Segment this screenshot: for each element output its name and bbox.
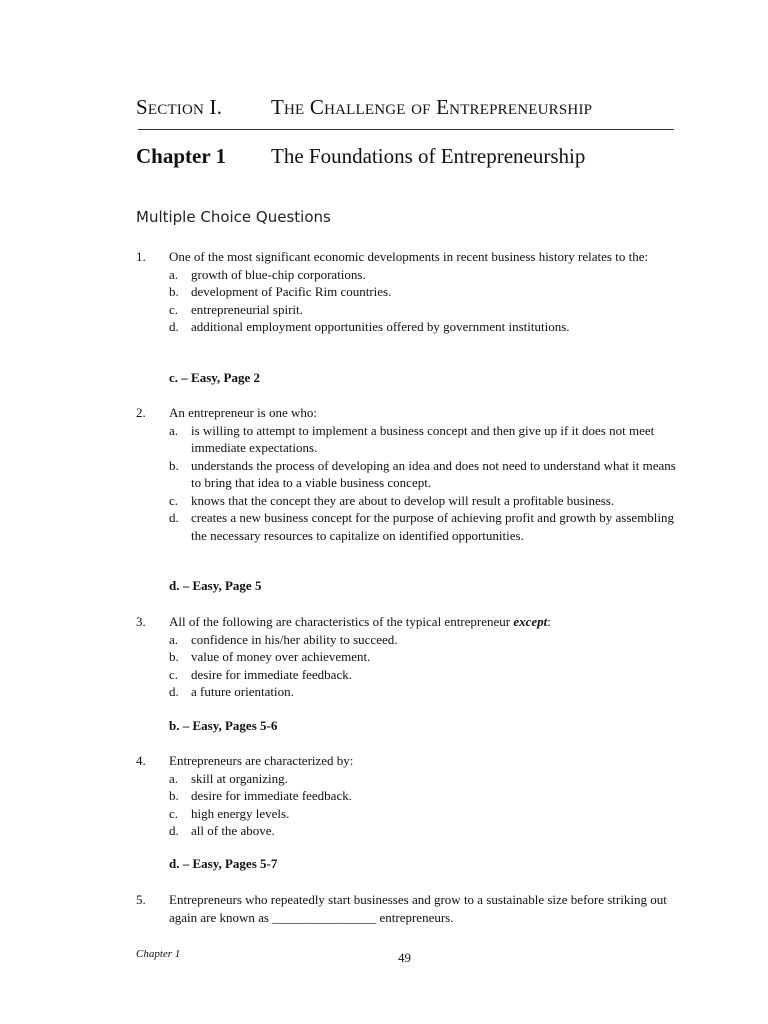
option-item [169, 770, 689, 788]
option-letter: d. [169, 319, 179, 334]
question-stem: Entrepreneurs are characterized by: [169, 753, 354, 768]
option-text: desire for immediate feedback. [191, 788, 352, 803]
option-item [169, 457, 689, 492]
option-item [169, 301, 689, 319]
option-letter: b. [169, 457, 179, 473]
option-letter: d. [169, 684, 179, 699]
option-letter: c. [169, 492, 179, 508]
option-letter: a. [169, 266, 179, 282]
question-number: 5. [136, 892, 146, 907]
question-item [136, 404, 689, 544]
option-text: all of the above. [191, 823, 275, 838]
option-text: high energy levels. [191, 805, 290, 821]
section-title: The Challenge of Entrepreneurship [271, 95, 593, 119]
option-item [169, 648, 689, 666]
question-item [136, 248, 689, 336]
option-letter: b. [169, 284, 179, 299]
option-text: knows that the concept they are about to develop will result a profitable business. [191, 492, 615, 508]
option-letter: d. [169, 510, 179, 525]
question-stem [169, 613, 689, 631]
option-item [169, 666, 689, 684]
option-letter: b. [169, 788, 179, 803]
question-stem-emphasis: except [513, 614, 548, 629]
answer-key: d. – Easy, Pages 5-7 [169, 856, 278, 871]
option-item [169, 805, 689, 823]
answer-key: d. – Easy, Page 5 [169, 578, 262, 593]
answer-key: b. – Easy, Pages 5-6 [169, 718, 278, 733]
answer-key: c. – Easy, Page 2 [169, 370, 260, 385]
chapter-label: Chapter 1 [136, 144, 227, 168]
question-item [136, 891, 689, 926]
question-number: 2. [136, 405, 146, 420]
option-text: creates a new business concept for the purpose of achieving profit and growth by assembling the necessary resources to capitalize on identified opportunities. [191, 510, 675, 543]
option-item [169, 509, 689, 544]
option-text: desire for immediate feedback. [191, 666, 352, 682]
subheading: Multiple Choice Questions [136, 208, 331, 226]
option-letter: a. [169, 631, 179, 647]
option-text: value of money over achievement. [191, 649, 371, 664]
question-number: 4. [136, 753, 146, 768]
question-stem: An entrepreneur is one who: [169, 405, 318, 420]
option-item [169, 422, 689, 457]
question-number: 1. [136, 249, 146, 264]
option-item [169, 318, 689, 336]
option-letter: a. [169, 422, 179, 438]
option-letter: d. [169, 823, 179, 838]
question-stem-end: : [547, 614, 551, 629]
question-stem: One of the most significant economic developments in recent business history relates to the: [169, 249, 649, 264]
section-number: Section I. [136, 95, 223, 119]
option-list [169, 266, 689, 336]
option-text: skill at organizing. [191, 770, 288, 786]
option-text: confidence in his/her ability to succeed. [191, 631, 398, 647]
option-item [169, 631, 689, 649]
option-text: growth of blue-chip corporations. [191, 266, 366, 282]
option-item [169, 822, 689, 840]
chapter-title: The Foundations of Entrepreneurship [271, 144, 586, 168]
option-letter: c. [169, 301, 179, 317]
option-list [169, 422, 689, 545]
option-letter: a. [169, 770, 179, 786]
option-letter: b. [169, 649, 179, 664]
option-text: entrepreneurial spirit. [191, 301, 303, 317]
footer-chapter-label: Chapter 1 [136, 948, 181, 960]
option-item [169, 787, 689, 805]
option-letter: c. [169, 666, 179, 682]
option-text: additional employment opportunities offered by government institutions. [191, 319, 570, 334]
option-item [169, 492, 689, 510]
option-letter: c. [169, 805, 179, 821]
option-item [169, 283, 689, 301]
question-item [136, 752, 689, 840]
option-item [169, 266, 689, 284]
question-stem-text: All of the following are characteristics of the typical entrepreneur [169, 614, 514, 629]
option-list [169, 770, 689, 840]
option-text: understands the process of developing an idea and does not need to understand what it means to bring that idea to a viable business concept. [191, 457, 676, 490]
option-item [169, 683, 689, 701]
option-text: development of Pacific Rim countries. [191, 284, 392, 299]
question-stem: Entrepreneurs who repeatedly start businesses and grow to a sustainable size before striking out again are known as ________________ entrepreneurs. [169, 892, 667, 925]
question-item [136, 613, 689, 701]
page-number: 49 [398, 950, 411, 965]
option-text: is willing to attempt to implement a business concept and then give up if it does not meet immediate expectations. [191, 422, 655, 455]
option-list [169, 631, 689, 701]
option-text: a future orientation. [191, 684, 294, 699]
question-number: 3. [136, 614, 146, 629]
